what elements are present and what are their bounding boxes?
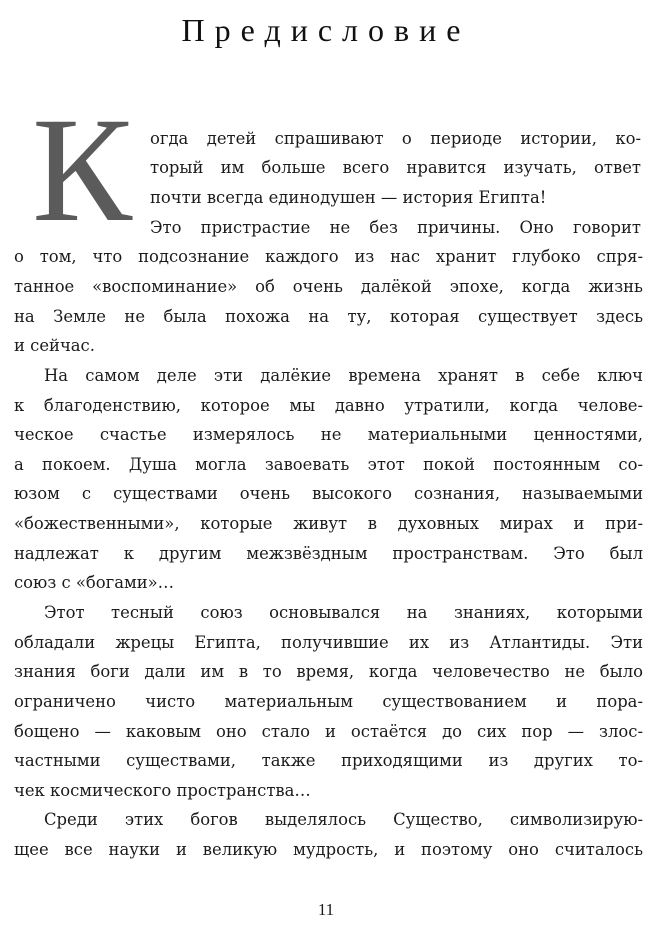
- text-line: и сейчас.: [14, 336, 95, 355]
- page-number: 11: [317, 900, 335, 919]
- text-line: Среди этих богов выделялось Существо, символизирую-: [44, 810, 643, 829]
- text-line: Это пристрастие не без причины. Оно говорит: [150, 218, 641, 237]
- text-line: союз с «богами»…: [14, 573, 175, 592]
- text-line: чек космического пространства…: [14, 781, 311, 800]
- drop-cap: К: [32, 87, 133, 253]
- text-line: На самом деле эти далёкие времена хранят в себе ключ: [44, 366, 643, 385]
- text-line: к благоденствию, которое мы давно утратили, когда челове-: [14, 396, 643, 415]
- text-line: торый им больше всего нравится изучать, ответ: [150, 158, 641, 177]
- text-line: ограничено чисто материальным существованием и пора-: [14, 692, 643, 711]
- text-line: огда детей спрашивают о периоде истории, ко-: [150, 129, 641, 148]
- text-line: обладали жрецы Египта, получившие их из Атлантиды. Эти: [14, 633, 643, 652]
- text-line: надлежат к другим межзвёздным пространствам. Это был: [14, 544, 643, 563]
- page-title: Предисловие: [181, 12, 471, 48]
- text-line: о том, что подсознание каждого из нас хранит глубоко спря-: [14, 247, 643, 266]
- text-line: а покоем. Душа могла завоевать этот покой постоянным со-: [14, 455, 643, 474]
- text-line: бощено — каковым оно стало и остаётся до сих пор — злос-: [14, 722, 643, 741]
- text-line: юзом с существами очень высокого сознания, называемыми: [14, 484, 643, 503]
- text-line: щее все науки и великую мудрость, и поэтому оно считалось: [14, 840, 643, 859]
- text-line: Этот тесный союз основывался на знаниях, которыми: [44, 603, 643, 622]
- text-line: танное «воспоминание» об очень далёкой эпохе, когда жизнь: [14, 277, 643, 296]
- text-line: частными существами, также приходящими из других то-: [14, 751, 643, 770]
- text-line: на Земле не была похожа на ту, которая существует здесь: [14, 307, 643, 326]
- text-line: почти всегда единодушен — история Египта!: [150, 188, 547, 207]
- text-line: ческое счастье измерялось не материальными ценностями,: [14, 425, 643, 444]
- text-line: знания боги дали им в то время, когда человечество не было: [14, 662, 643, 681]
- text-line: «божественными», которые живут в духовных мирах и при-: [14, 514, 643, 533]
